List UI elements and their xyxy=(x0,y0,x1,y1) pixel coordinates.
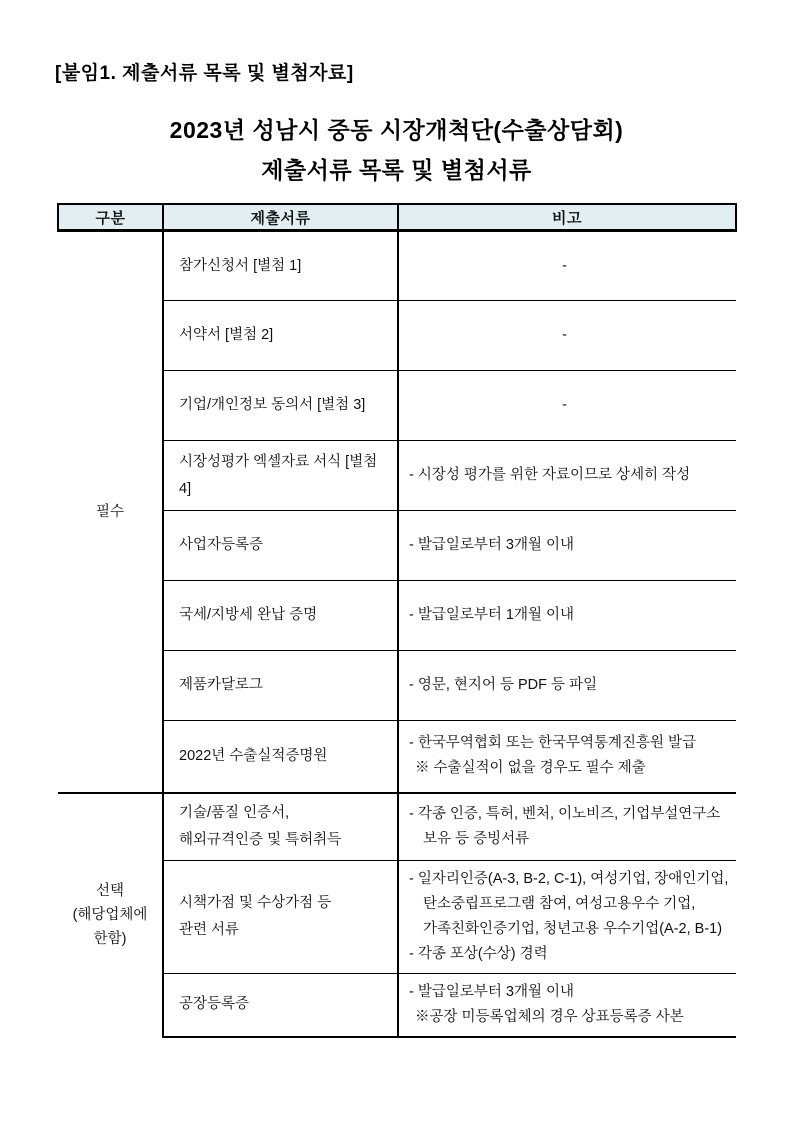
document-cell: 기업/개인정보 동의서 [별첨 3] xyxy=(163,371,398,441)
column-header-note: 비고 xyxy=(398,204,736,231)
document-cell: 시책가점 및 수상가점 등 관련 서류 xyxy=(163,860,398,973)
note-cell: - 영문, 현지어 등 PDF 등 파일 xyxy=(398,651,736,721)
document-cell: 기술/품질 인증서, 해외규격인증 및 특허취득 xyxy=(163,793,398,861)
page-title-line2: 제출서류 목록 및 별첨서류 xyxy=(261,157,532,183)
note-cell: - 일자리인증(A-3, B-2, C-1), 여성기업, 장애인기업, 탄소중립프로그램 참여, 여성고용우수 기업, 가족친화인증기업, 청년고용 우수기업(A-2, B-1) - 각종 포상(수상) 경력 xyxy=(398,860,736,973)
column-header-document: 제출서류 xyxy=(163,204,398,231)
page-title-line1: 2023년 성남시 중동 시장개척단(수출상담회) xyxy=(169,117,624,143)
document-cell: 공장등록증 xyxy=(163,973,398,1037)
note-cell: - 각종 인증, 특허, 벤처, 이노비즈, 기업부설연구소 보유 등 증빙서류 xyxy=(398,793,736,861)
document-cell: 국세/지방세 완납 증명 xyxy=(163,581,398,651)
note-cell: - xyxy=(398,231,736,301)
document-cell: 참가신청서 [별첨 1] xyxy=(163,231,398,301)
document-cell: 서약서 [별첨 2] xyxy=(163,301,398,371)
group-label-required: 필수 xyxy=(58,231,163,793)
title-block xyxy=(0,110,793,190)
submission-documents-table xyxy=(57,203,737,1038)
document-cell: 시장성평가 엑셀자료 서식 [별첨 4] xyxy=(163,441,398,511)
document-cell: 제품카달로그 xyxy=(163,651,398,721)
group-label-optional: 선택 (해당업체에 한함) xyxy=(58,793,163,1037)
table-header-row xyxy=(58,204,736,231)
attachment-label: [붙임1. 제출서류 목록 및 별첨자료] xyxy=(55,63,354,84)
column-header-category: 구분 xyxy=(58,204,163,231)
note-cell: - 발급일로부터 3개월 이내 ※공장 미등록업체의 경우 상표등록증 사본 xyxy=(398,973,736,1037)
table-row xyxy=(58,231,736,301)
table-row xyxy=(58,793,736,861)
note-cell: - xyxy=(398,301,736,371)
document-cell: 사업자등록증 xyxy=(163,511,398,581)
note-cell: - 발급일로부터 3개월 이내 xyxy=(398,511,736,581)
note-cell: - 발급일로부터 1개월 이내 xyxy=(398,581,736,651)
document-cell: 2022년 수출실적증명원 xyxy=(163,721,398,793)
note-cell: - 한국무역협회 또는 한국무역통계진흥원 발급 ※ 수출실적이 없을 경우도 필수 제출 xyxy=(398,721,736,793)
note-cell: - 시장성 평가를 위한 자료이므로 상세히 작성 xyxy=(398,441,736,511)
note-cell: - xyxy=(398,371,736,441)
